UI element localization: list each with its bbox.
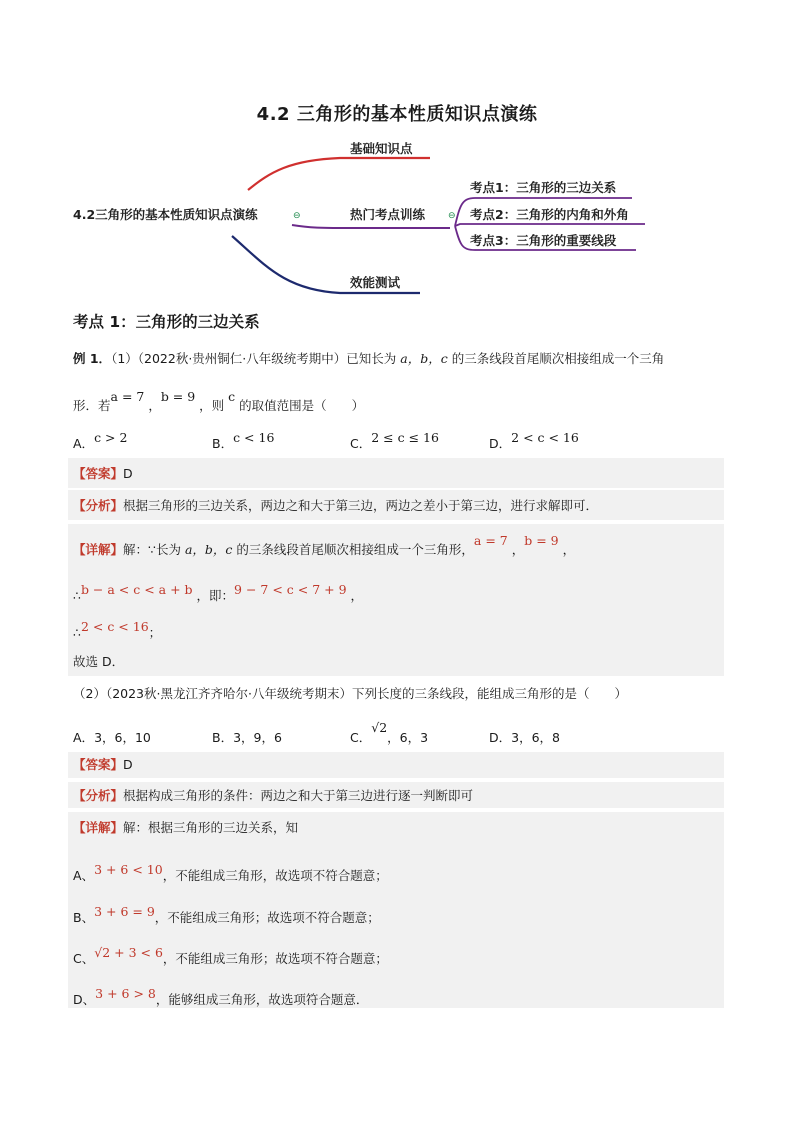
question-text: 的取值范围是（ ） — [235, 398, 365, 413]
sub-branch-2[interactable]: 考点2：三角形的内角和外角 — [470, 207, 629, 222]
option-math: c > 2 — [94, 430, 128, 445]
branch-line-basic — [248, 158, 430, 190]
option-c[interactable]: C．2 ≤ c ≤ 16 — [350, 430, 439, 451]
detail-item-a: A、3 + 6 < 10，不能组成三角形，故选项不符合题意； — [73, 862, 388, 883]
math-expression: 3 + 6 = 9 — [94, 904, 155, 919]
option-value: 3，6，8 — [511, 730, 560, 745]
math-expression: 9 − 7 < c < 7 + 9 — [234, 582, 347, 597]
option-math: c < 16 — [233, 430, 275, 445]
therefore-symbol: ∴ — [73, 625, 81, 640]
section-heading: 考点 1：三角形的三边关系 — [73, 313, 260, 331]
answer-tag: 【答案】 — [73, 757, 124, 772]
page-title: 4.2 三角形的基本性质知识点演练 — [256, 104, 538, 125]
math-c: c — [228, 389, 236, 404]
branch-effectiveness-test[interactable]: 效能测试 — [350, 275, 401, 290]
math-expression: a = 7 — [473, 533, 508, 548]
detail-tag: 【详解】 — [73, 542, 124, 557]
example1-line2 — [73, 389, 365, 416]
answer-line — [73, 755, 133, 775]
sqrt-two: √2 — [371, 720, 388, 735]
option-b[interactable]: B．c < 16 — [212, 430, 275, 451]
analysis-line — [73, 496, 598, 516]
detail-line2: ∴b − a < c < a + b ，即：9 − 7 < c < 7 + 9 ， — [73, 582, 364, 603]
analysis-text: 根据三角形的三边关系，两边之和大于第三边，两边之差小于第三边，进行求解即可． — [123, 498, 599, 513]
answer-value: D — [123, 757, 133, 772]
analysis-tag: 【分析】 — [73, 788, 124, 803]
option-a[interactable]: A．c > 2 — [73, 430, 128, 451]
answer-shade — [68, 458, 724, 488]
example1-line1 — [73, 349, 664, 369]
question-text: 已知长为 — [346, 351, 401, 366]
answer-value: D — [123, 466, 133, 481]
math-a: a = 7 — [110, 389, 145, 404]
detail-item-b: B、3 + 6 = 9，不能组成三角形；故选项不符合题意； — [73, 904, 380, 925]
analysis-text: 根据构成三角形的条件：两边之和大于第三边进行逐一判断即可 — [123, 788, 474, 803]
question-number: （2） — [73, 686, 106, 701]
example2-line1 — [73, 684, 627, 704]
math-expression: √2 + 3 < 6 — [94, 945, 163, 960]
detail-line1 — [73, 818, 298, 838]
collapse-icon[interactable]: ⊖ — [293, 211, 301, 221]
variable-list: a，b，c — [400, 351, 448, 366]
analysis-line — [73, 786, 473, 806]
option-d[interactable]: D．2 < c < 16 — [489, 430, 579, 451]
therefore-symbol: ∴ — [73, 588, 81, 603]
option-c[interactable]: C．√2，6，3 — [350, 720, 429, 745]
question-text: 形．若 — [73, 398, 111, 413]
question-text: 的三条线段首尾顺次相接组成一个三角 — [447, 351, 665, 366]
branch-hot-training[interactable]: 热门考点训练 — [350, 207, 426, 222]
math-expression: b − a < c < a + b — [80, 582, 193, 597]
mind-map — [0, 0, 794, 310]
question-source: （2023秋·黑龙江齐齐哈尔·八年级统考期末） — [105, 686, 352, 701]
sub-branch-3[interactable]: 考点3：三角形的重要线段 — [470, 233, 617, 248]
detail-text: 解：根据三角形的三边关系，知 — [123, 820, 299, 835]
collapse-icon[interactable]: ⊖ — [448, 211, 456, 221]
detail-item-c: C、√2 + 3 < 6，不能组成三角形；故选项不符合题意； — [73, 945, 388, 966]
question-text: 下列长度的三条线段，能组成三角形的是（ ） — [351, 686, 627, 701]
option-d[interactable]: D．3，6，8 — [489, 730, 560, 745]
option-a[interactable]: A．3，6，10 — [73, 730, 151, 745]
math-expression: b = 9 — [524, 533, 559, 548]
branch-line-hot — [292, 225, 450, 228]
punct: ， — [144, 398, 161, 413]
question-source: （2022秋·贵州铜仁·八年级统考期中） — [137, 351, 347, 366]
option-math: 2 < c < 16 — [511, 430, 579, 445]
mindmap-root: 4.2三角形的基本性质知识点演练 — [73, 207, 258, 222]
question-text: ，则 — [195, 398, 229, 413]
option-value: 3，9，6 — [233, 730, 282, 745]
answer-shade — [68, 752, 724, 778]
detail-item-d: D、3 + 6 > 8，能够组成三角形，故选项符合题意． — [73, 986, 369, 1007]
detail-line1: 【详解】解：∵长为 a，b，c 的三条线段首尾顺次相接组成一个三角形，a = 7 ，b = 9 ， — [73, 533, 576, 557]
option-value: ，6，3 — [387, 730, 429, 745]
detail-line3: ∴2 < c < 16； — [73, 619, 162, 640]
math-expression: 3 + 6 < 10 — [94, 862, 163, 877]
question-number: （1） — [111, 351, 138, 366]
answer-line — [73, 464, 133, 484]
branch-basic-knowledge[interactable]: 基础知识点 — [350, 141, 413, 156]
option-value: 3，6，10 — [94, 730, 151, 745]
sub-line-2 — [455, 224, 645, 226]
answer-tag: 【答案】 — [73, 466, 124, 481]
option-math: 2 ≤ c ≤ 16 — [371, 430, 439, 445]
analysis-tag: 【分析】 — [73, 498, 124, 513]
math-expression: 2 < c < 16 — [80, 619, 149, 634]
math-b: b = 9 — [160, 389, 196, 404]
option-b[interactable]: B．3，9，6 — [212, 730, 282, 745]
sub-branch-1[interactable]: 考点1：三角形的三边关系 — [470, 180, 617, 195]
math-expression: 3 + 6 > 8 — [95, 986, 156, 1001]
detail-conclusion: 故选 D． — [73, 654, 125, 669]
example-label: 例 1． — [73, 351, 112, 366]
detail-tag: 【详解】 — [73, 820, 124, 835]
